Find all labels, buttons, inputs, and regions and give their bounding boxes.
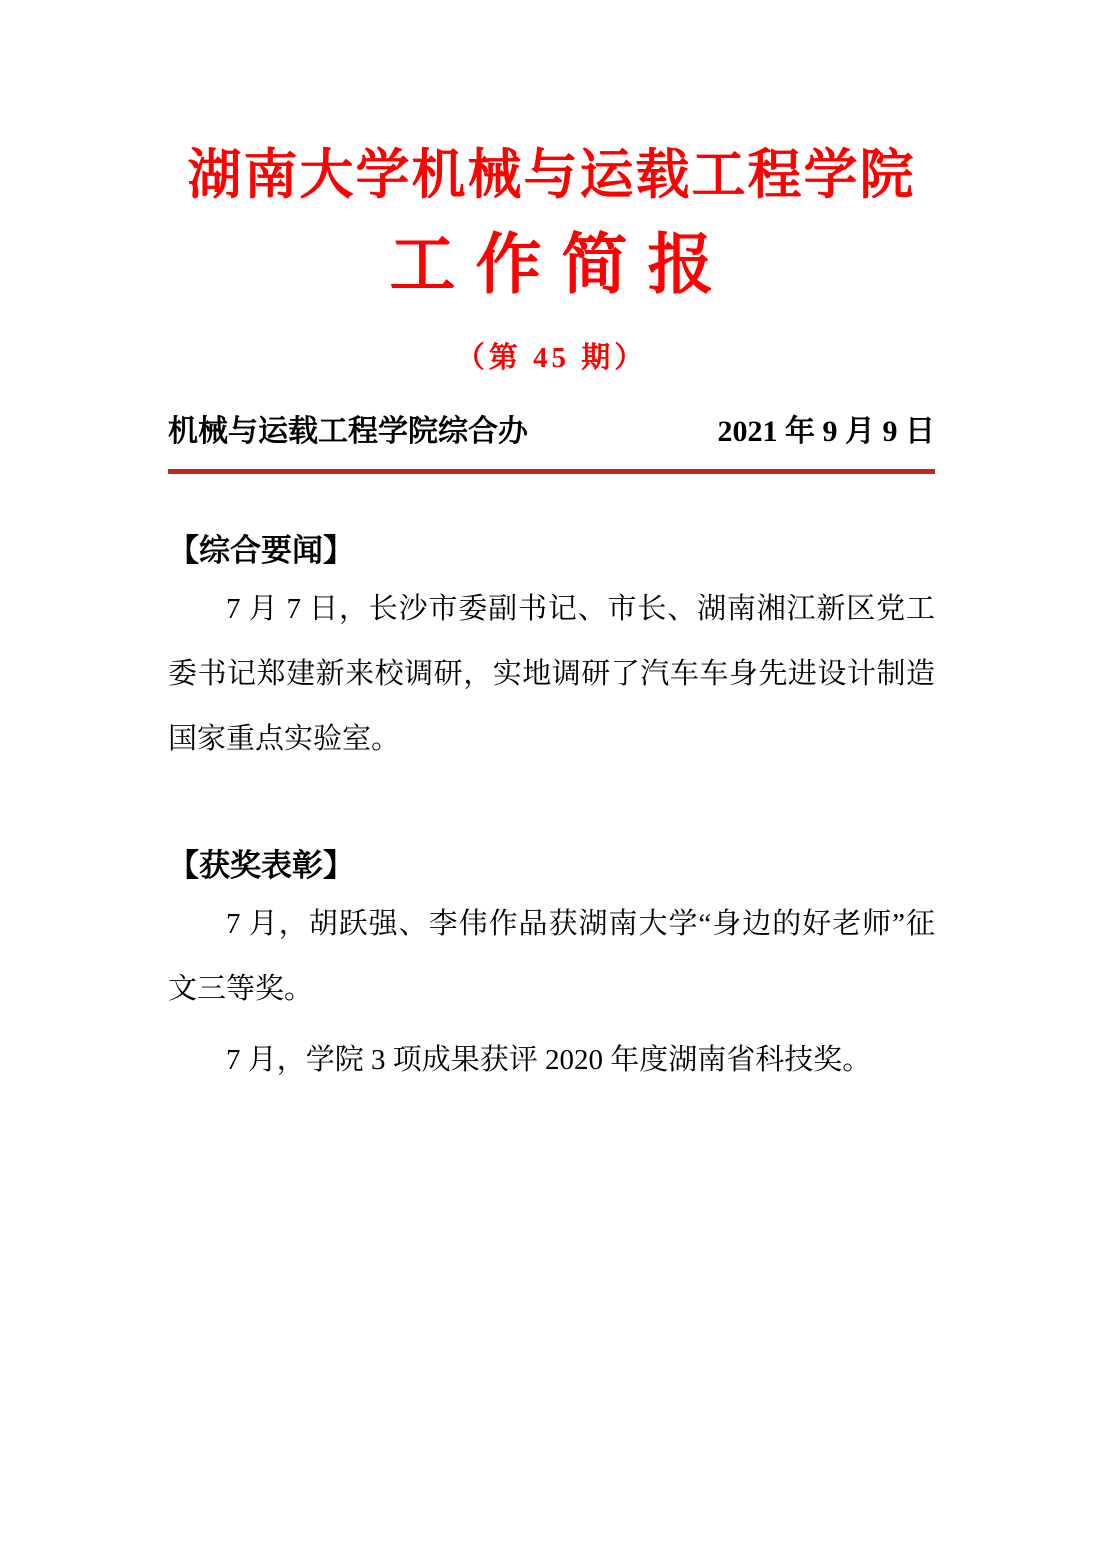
section-heading-awards: 【获奖表彰】 xyxy=(168,847,354,883)
masthead-title: 湖南大学机械与运载工程学院 xyxy=(187,145,916,205)
section-general-news xyxy=(168,531,935,772)
paragraph-awards-1: 7 月，胡跃强、李伟作品获湖南大学“身边的好老师”征文三等奖。 xyxy=(168,908,935,1006)
issue-date: 2021 年 9 月 9 日 xyxy=(717,414,935,448)
paragraph-general-news-1: 7 月 7 日，长沙市委副书记、市长、湖南湘江新区党工委书记郑建新来校调研，实地调研了汽车车身先进设计制造国家重点实验室。 xyxy=(168,592,935,755)
masthead-row xyxy=(168,414,935,450)
issue-number: （第 45 期） xyxy=(455,341,648,374)
bulletin-title: 工作简报 xyxy=(389,228,734,302)
divider-rule xyxy=(168,469,935,474)
issuing-office: 机械与运载工程学院综合办 xyxy=(168,414,528,448)
paragraph-awards-2: 7 月，学院 3 项成果获评 2020 年度湖南省科技奖。 xyxy=(226,1044,872,1077)
section-awards xyxy=(168,846,935,1093)
section-heading-general-news: 【综合要闻】 xyxy=(168,532,354,568)
